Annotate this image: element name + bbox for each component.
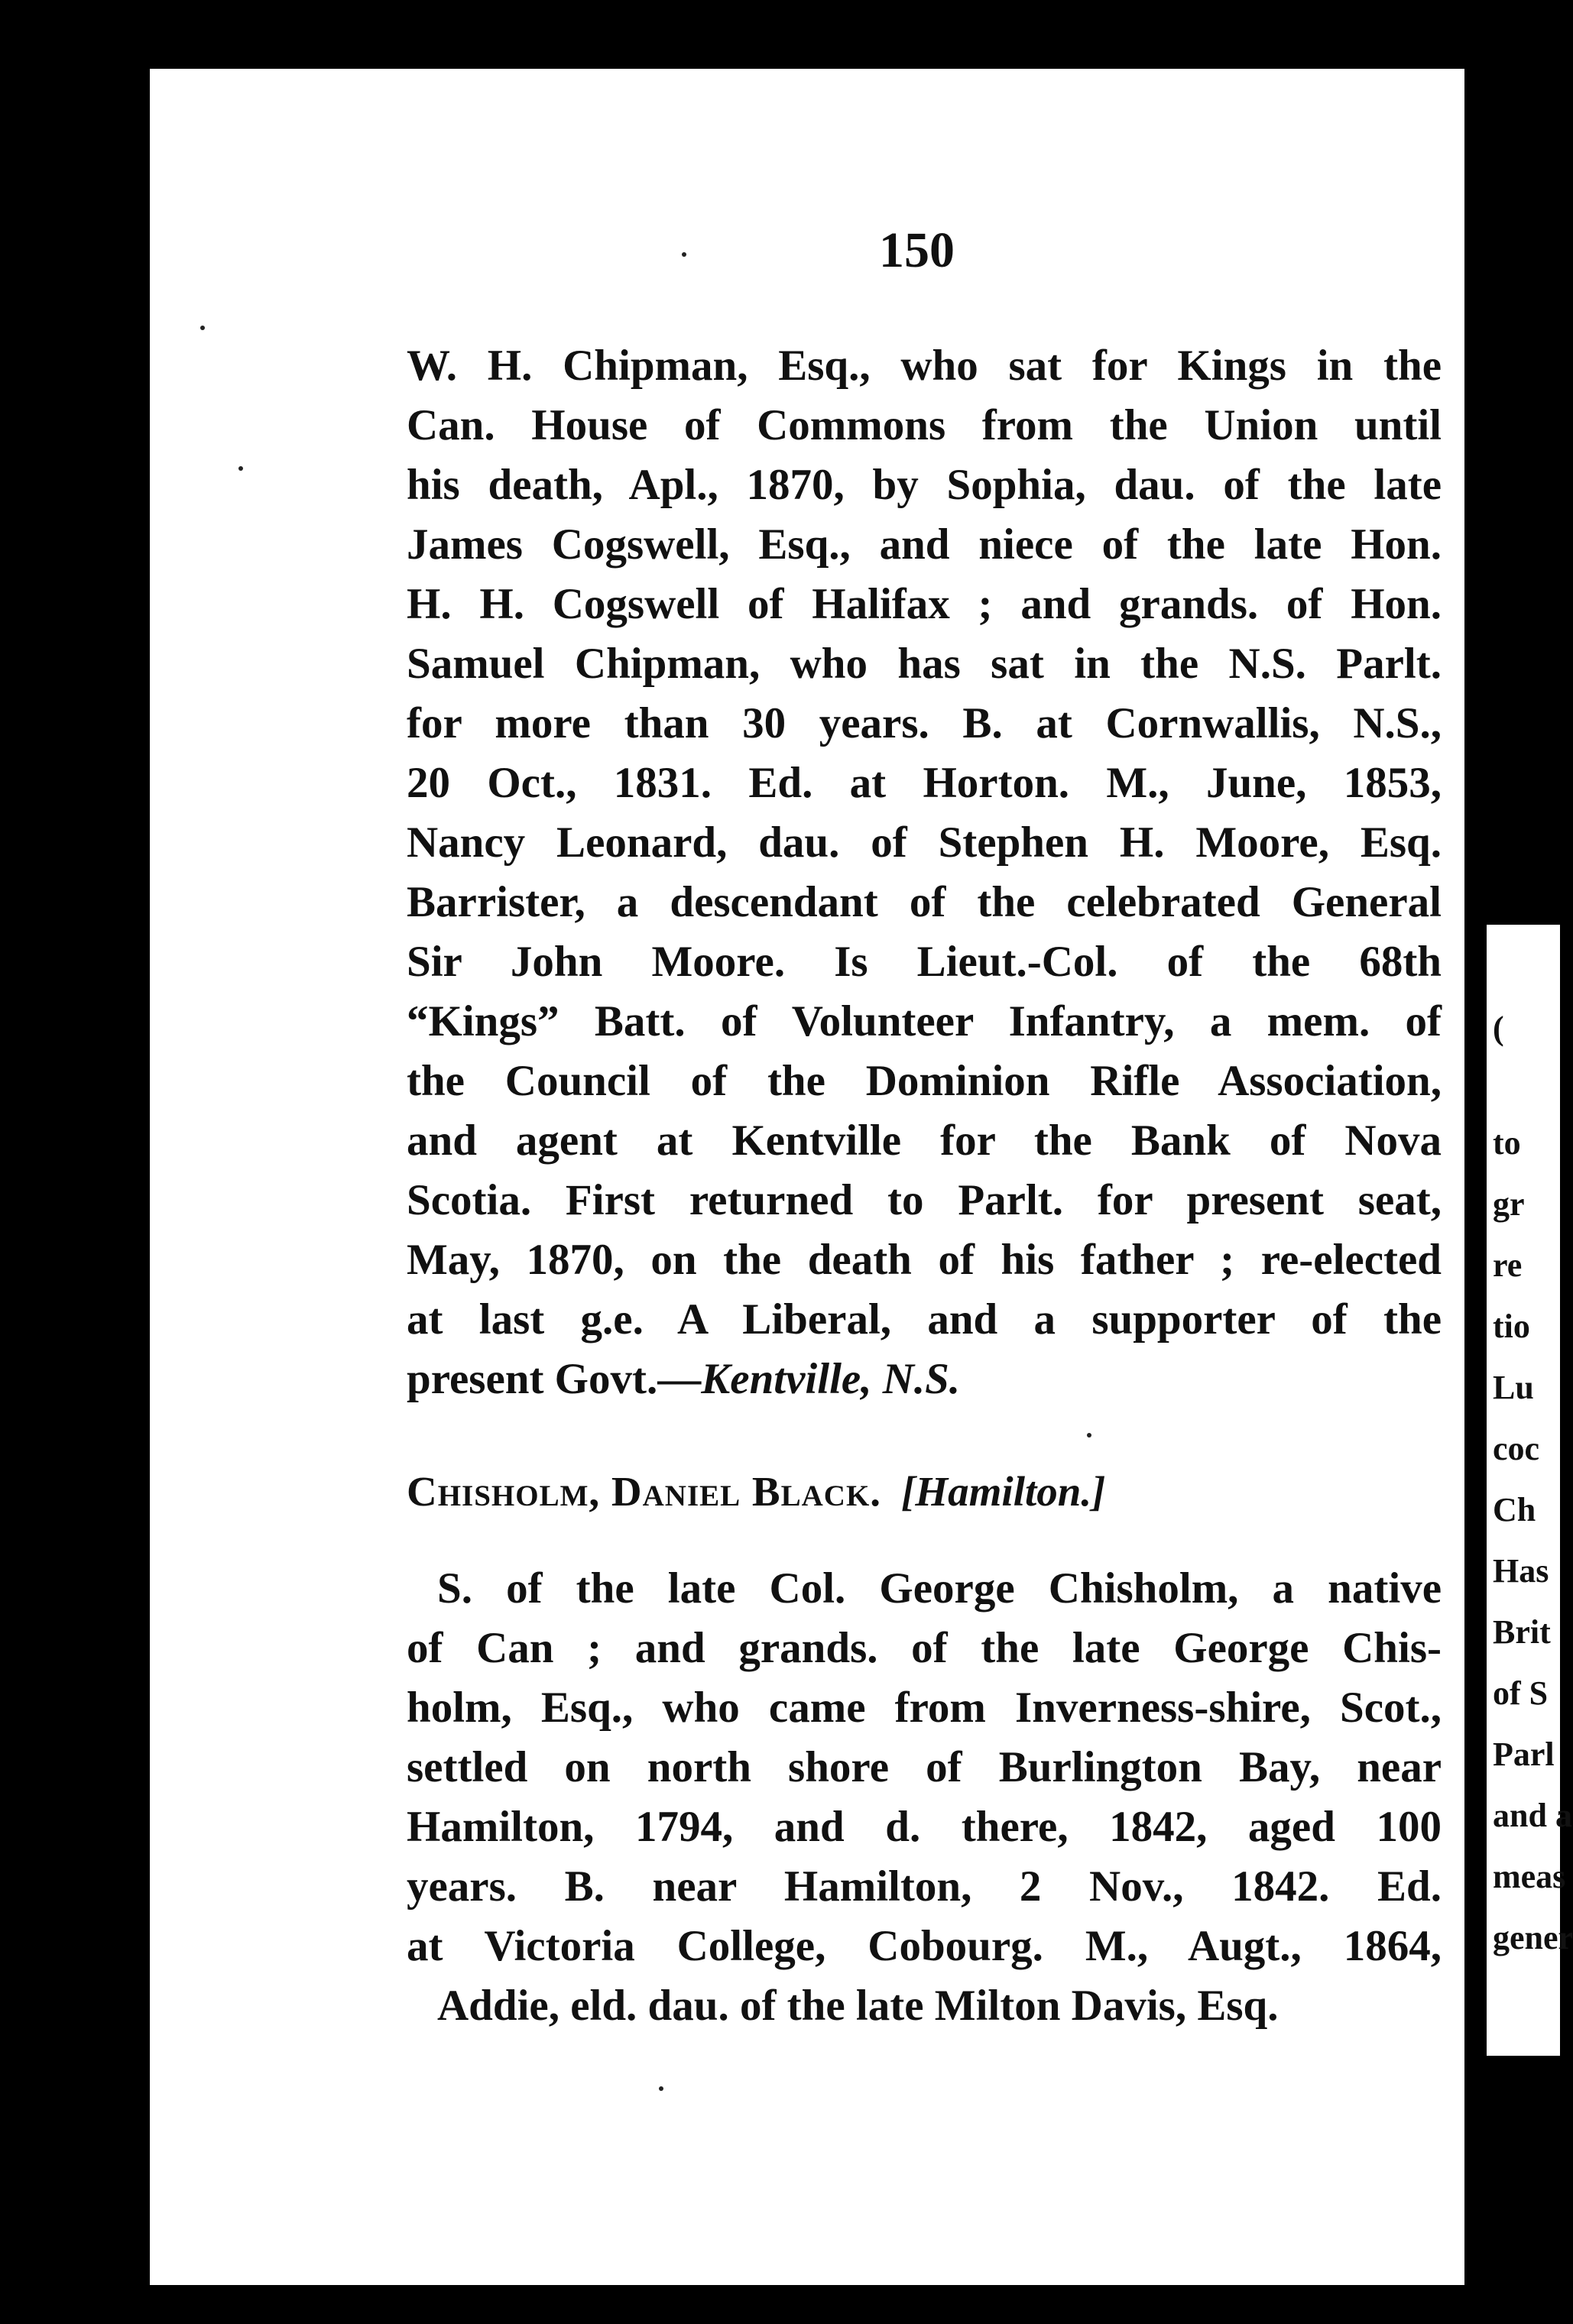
entry-text-line: James Cogswell, Esq., and niece of the late Hon.	[407, 520, 1442, 569]
entry-text-line: for more than 30 years. B. at Cornwallis, N.S.,	[407, 699, 1442, 747]
entry-last-line	[407, 1350, 1442, 1409]
adjacent-fragment: re	[1493, 1246, 1523, 1284]
entry-text-line: his death, Apl., 1870, by Sophia, dau. of the late	[407, 461, 1442, 509]
entry-text-line: May, 1870, on the death of his father ; re-elected	[407, 1236, 1442, 1284]
scan-speck	[238, 466, 243, 471]
adjacent-fragment: gener	[1493, 1919, 1573, 1956]
adjacent-fragment: Lu	[1493, 1369, 1534, 1406]
entry-text-line: years. B. near Hamilton, 2 Nov., 1842. Ed.	[407, 1862, 1442, 1911]
entry-text-line: settled on north shore of Burlington Bay, near	[407, 1743, 1442, 1791]
member-name: Chisholm, Daniel Black.	[407, 1468, 882, 1515]
riding-open-bracket: [	[901, 1468, 916, 1515]
entry-place: Kentville, N.S.	[701, 1355, 961, 1403]
adjacent-fragment: Has	[1493, 1552, 1549, 1590]
adjacent-fragment: to	[1493, 1124, 1521, 1162]
adjacent-page-edge	[1487, 925, 1573, 2056]
entry-text-line: H. H. Cogswell of Halifax ; and grands. of Hon.	[407, 580, 1442, 628]
adjacent-fragment: Ch	[1493, 1491, 1536, 1528]
scan-speck	[200, 326, 205, 330]
entry-text-line: “Kings” Batt. of Volunteer Infantry, a mem. of	[407, 997, 1442, 1045]
adjacent-fragment: Parl	[1493, 1736, 1555, 1773]
entry-text-line: Scotia. First returned to Parlt. for present seat,	[407, 1176, 1442, 1224]
entry-last-line-text: present Govt.—	[407, 1355, 702, 1403]
entry-text-line: Samuel Chipman, who has sat in the N.S. Parlt.	[407, 640, 1442, 688]
entry-text-line: Hamilton, 1794, and d. there, 1842, aged 100	[407, 1803, 1442, 1851]
adjacent-fragment: meas	[1493, 1858, 1566, 1895]
entry-text-line: Sir John Moore. Is Lieut.-Col. of the 68th	[407, 938, 1442, 986]
entry-text-line: of Can ; and grands. of the late George Chis-	[407, 1624, 1442, 1672]
entry-heading	[407, 1467, 1442, 1515]
adjacent-fragment: and a	[1493, 1797, 1572, 1834]
scan-speck	[659, 2086, 663, 2091]
scan-speck	[1087, 1433, 1091, 1438]
entry-text-line: 20 Oct., 1831. Ed. at Horton. M., June, 1853,	[407, 759, 1442, 807]
adjacent-fragment: (	[1493, 1010, 1504, 1047]
entry-text-line: at Victoria College, Cobourg. M., Augt., 1864,	[407, 1922, 1442, 1970]
adjacent-fragment: Brit	[1493, 1613, 1551, 1651]
entry-text-line: Barrister, a descendant of the celebrated General	[407, 878, 1442, 926]
entry-text-line: Nancy Leonard, dau. of Stephen H. Moore, Esq.	[407, 818, 1442, 867]
adjacent-fragment: of S	[1493, 1674, 1549, 1712]
scan-speck	[682, 252, 686, 257]
entry-text-line: Addie, eld. dau. of the late Milton Davis, Esq.	[437, 1982, 1279, 2030]
riding-close-bracket: ]	[1091, 1468, 1106, 1515]
page-number: 150	[879, 222, 955, 278]
adjacent-fragment: coc	[1493, 1430, 1540, 1467]
entry-text-line: W. H. Chipman, Esq., who sat for Kings in the	[407, 342, 1442, 390]
entry-text-line: holm, Esq., who came from Inverness-shire, Scot.,	[407, 1684, 1442, 1732]
adjacent-fragment: gr	[1493, 1185, 1525, 1223]
riding-label: Hamilton.	[915, 1468, 1092, 1515]
entry-text-line: at last g.e. A Liberal, and a supporter of the	[407, 1295, 1442, 1344]
entry-text-line: the Council of the Dominion Rifle Association,	[407, 1057, 1442, 1105]
adjacent-fragment: tio	[1493, 1308, 1530, 1345]
entry-text-line: and agent at Kentville for the Bank of Nova	[407, 1117, 1442, 1165]
entry-text-line: S. of the late Col. George Chisholm, a native	[437, 1564, 1442, 1613]
entry-text-line: Can. House of Commons from the Union until	[407, 401, 1442, 449]
riding-name	[901, 1468, 1105, 1515]
